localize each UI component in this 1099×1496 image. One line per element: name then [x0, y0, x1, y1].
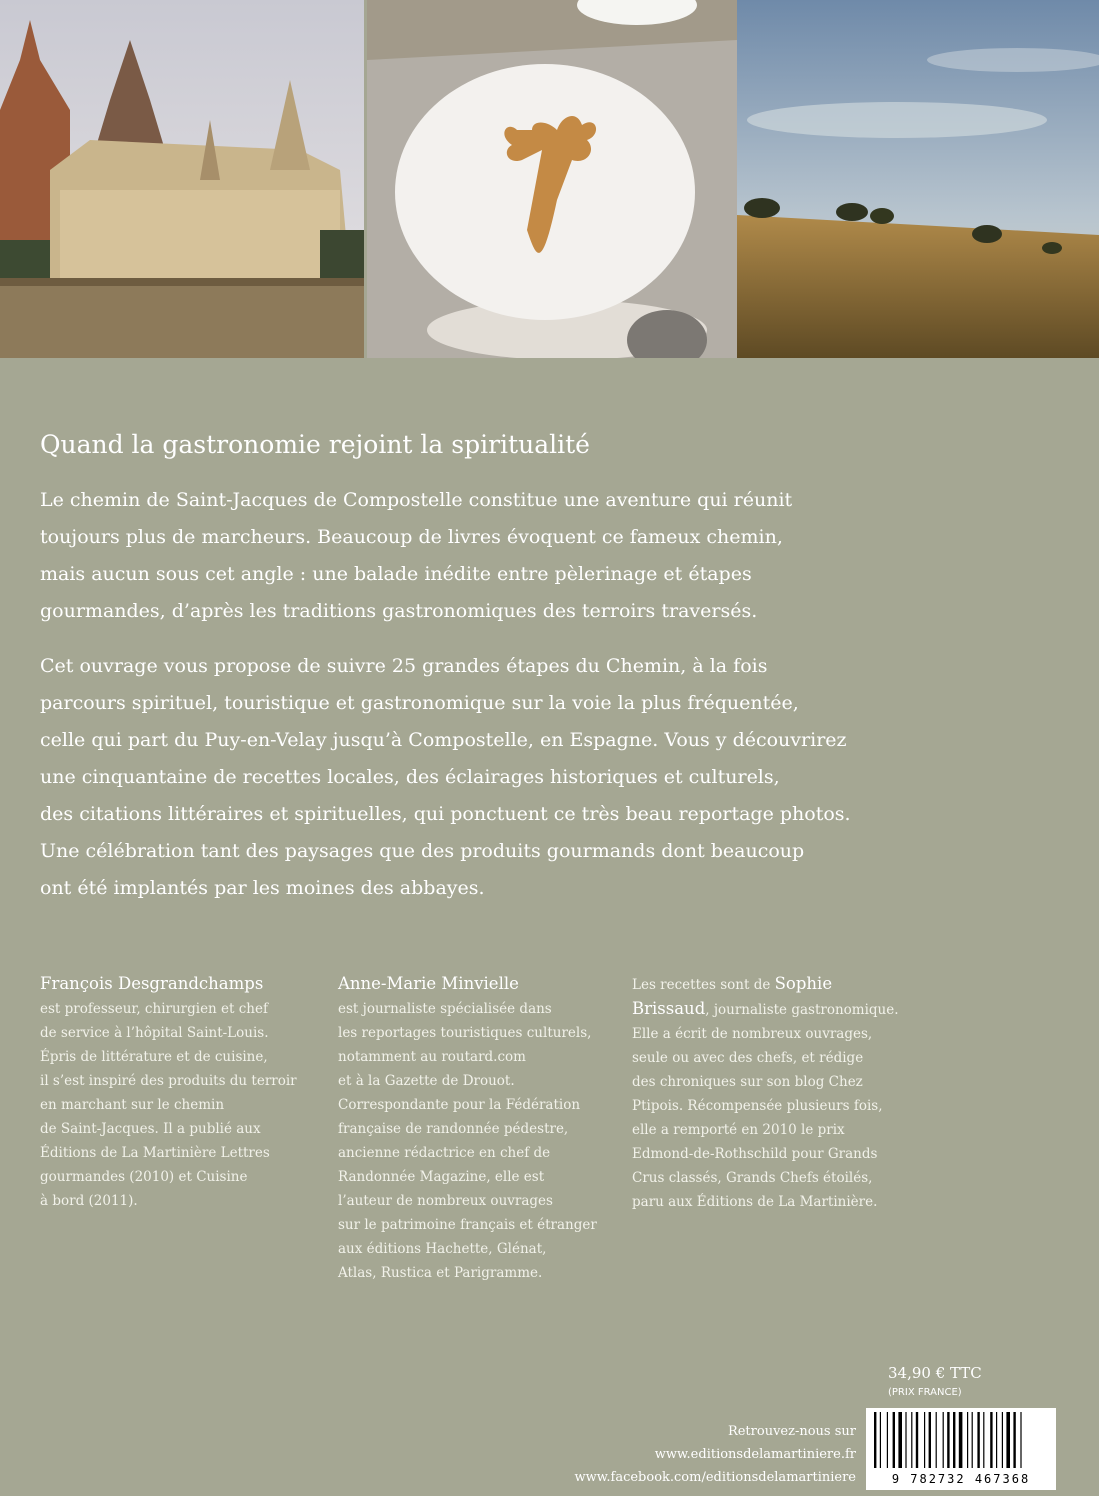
author-name: Anne-Marie Minvielle — [338, 974, 519, 993]
barcode-bar — [898, 1412, 902, 1468]
barcode-bar — [977, 1412, 979, 1468]
barcode-bar — [880, 1412, 881, 1468]
barcode-bars — [866, 1408, 1056, 1472]
facebook-link[interactable]: www.facebook.com/editionsdelamartiniere — [574, 1470, 856, 1485]
barcode-bar — [990, 1412, 992, 1468]
barcode-bar — [874, 1412, 876, 1468]
barcode-bar — [1013, 1412, 1015, 1468]
website-link[interactable]: www.editionsdelamartiniere.fr — [654, 1447, 856, 1462]
barcode-bar — [893, 1412, 895, 1468]
recipes-intro: Les recettes sont de — [632, 977, 775, 993]
author-bio-text: est professeur, chirurgien et chef de service à l’hôpital Saint-Louis. Épris de littérature et de cuisine, il s’est inspiré des produits du terroir en marchant sur le chemin de Saint-Jacques. Il a publié aux Éditions de La Martinière Lettres gourmandes (2010) et Cuisine à bord (2011). — [40, 1001, 297, 1209]
barcode-bar — [929, 1412, 931, 1468]
author-name: François Desgrandchamps — [40, 974, 264, 993]
book-tagline: Quand la gastronomie rejoint la spiritualité — [40, 430, 590, 459]
landscape-photo — [737, 0, 1099, 358]
author-bio-brissaud — [632, 972, 899, 1214]
barcode-bar — [972, 1412, 973, 1468]
barcode-bar — [953, 1412, 955, 1468]
barcode-bar — [947, 1412, 949, 1468]
barcode-bar — [936, 1412, 937, 1468]
cathedral-photo — [0, 0, 364, 358]
barcode-bar — [887, 1412, 888, 1468]
barcode-bar — [959, 1412, 963, 1468]
isbn-number: 9 782732 467368 — [891, 1472, 1031, 1486]
author-bio-text: est journaliste spécialisée dans les reportages touristiques culturels, notamment au routard.com et à la Gazette de Drouot. Correspondante pour la Fédération française de randonnée pédestre, ancienne rédactrice en chef de Randonnée Magazine, elle est l’auteur de nombreux ouvrages sur le patrimoine français et étranger aux éditions Hachette, Glénat, Atlas, Rustica et Parigramme. — [338, 1001, 597, 1281]
barcode-bar — [996, 1412, 997, 1468]
barcode-bar — [1002, 1412, 1003, 1468]
price: 34,90 € TTC — [888, 1364, 982, 1382]
barcode-bar — [983, 1412, 984, 1468]
publisher-links — [575, 1420, 856, 1489]
photo-strip — [0, 0, 1099, 358]
author-bio-minvielle — [338, 972, 597, 1285]
barcode-bar — [911, 1412, 912, 1468]
links-label: Retrouvez-nous sur — [727, 1424, 856, 1439]
barcode-bar — [916, 1412, 918, 1468]
barcode-bar — [1006, 1412, 1010, 1468]
barcode-bar — [943, 1412, 944, 1468]
cake-photo — [367, 0, 737, 358]
author-bio-text: , journaliste gastronomique. Elle a écrit de nombreux ouvrages, seule ou avec des chefs, et rédige des chroniques sur son blog Chez Ptipois. Récompensée plusieurs fois, elle a remporté en 2010 le prix Edmond-de-Rothschild pour Grands Crus classés, Grands Chefs étoilés, paru aux Éditions de La Martinière. — [632, 1002, 899, 1210]
barcode-bar — [967, 1412, 968, 1468]
barcode-bar — [924, 1412, 925, 1468]
author-name: Sophie Brissaud — [632, 974, 833, 1018]
barcode-bar — [1020, 1412, 1021, 1468]
description-paragraph-2: Cet ouvrage vous propose de suivre 25 grandes étapes du Chemin, à la fois parcours spirituel, touristique et gastronomique sur la voie la plus fréquentée, celle qui part du Puy-en-Velay jusqu’à Compostelle, en Espagne. Vous y découvrirez une cinquantaine de recettes locales, des éclairages historiques et culturels, des citations littéraires et spirituelles, qui ponctuent ce très beau reportage photos. Une célébration tant des paysages que des produits gourmands dont beaucoup ont été implantés par les moines des abbayes. — [40, 655, 851, 899]
barcode-bar — [905, 1412, 906, 1468]
price-note: (PRIX FRANCE) — [888, 1387, 962, 1398]
barcode — [866, 1408, 1056, 1490]
author-bio-desgrandchamps — [40, 972, 297, 1213]
description-paragraph-1: Le chemin de Saint-Jacques de Compostelle constitue une aventure qui réunit toujours plus de marcheurs. Beaucoup de livres évoquent ce fameux chemin, mais aucun sous cet angle : une balade inédite entre pèlerinage et étapes gourmandes, d’après les traditions gastronomiques des terroirs traversés. — [40, 489, 793, 622]
